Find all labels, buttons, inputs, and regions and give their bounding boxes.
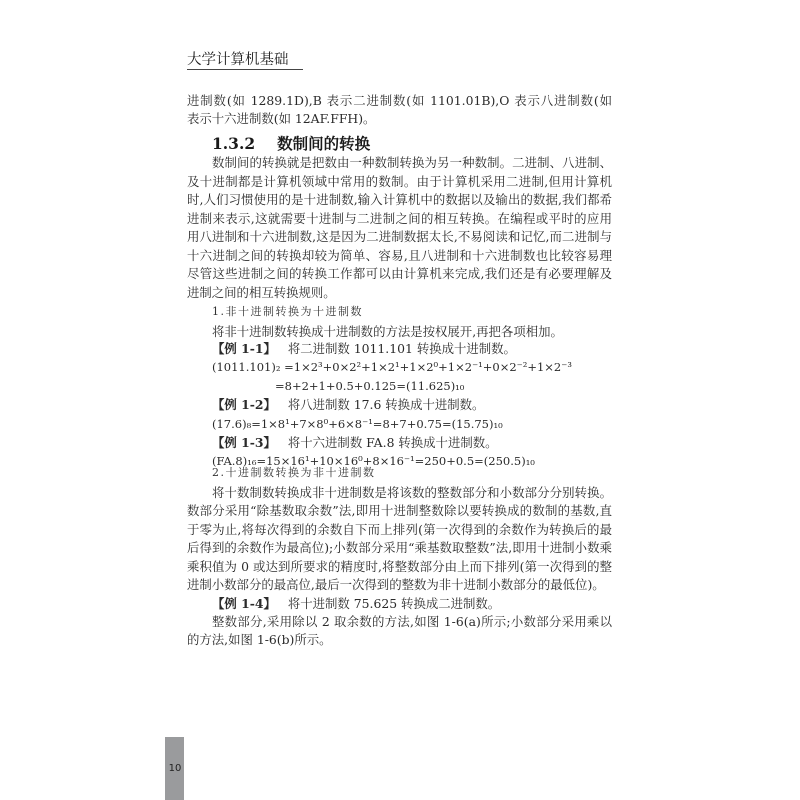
- para-line: 数部分采用“除基数取余数”法,即用十进制整数除以要转换成的数制的基数,直: [187, 503, 612, 518]
- para-line: 后得到的余数作为最高位);小数部分采用“乘基数取整数”法,即用十进制小数乘: [187, 540, 612, 555]
- example-label: 【例 1-1】: [212, 341, 276, 356]
- formula-line: (1011.101)₂ =1×2³+0×2²+1×2¹+1×2⁰+1×2⁻¹+0×2⁻²+1×2⁻³: [212, 360, 572, 374]
- para-line: 于零为止,将每次得到的余数自下而上排列(第一次得到的余数作为转换后的最: [187, 522, 612, 537]
- example-1-1: [212, 341, 612, 357]
- para-line: 乘积值为 0 或达到所要求的精度时,将整数部分由上而下排列(第一次得到的整: [187, 559, 612, 574]
- intro-line: 表示十六进制数(如 12AF.FFH)。: [187, 111, 376, 126]
- example-label: 【例 1-3】: [212, 435, 276, 450]
- formula-line: =8+2+1+0.5+0.125=(11.625)₁₀: [275, 379, 465, 393]
- para-line: 尽管这些进制之间的转换工作都可以由计算机来完成,我们还是有必要理解及: [187, 266, 612, 281]
- example-1-3: [212, 435, 612, 451]
- example-text: 将十六进制数 FA.8 转换成十进制数。: [287, 435, 498, 450]
- para-line: 十六进制之间的转换却较为简单、容易,且八进制和十六进制数也比较容易理: [187, 248, 612, 263]
- header-rule: [187, 69, 303, 70]
- formula-line: (17.6)₈=1×8¹+7×8⁰+6×8⁻¹=8+7+0.75=(15.75)₁₀: [212, 417, 503, 431]
- intro-line: 进制数(如 1289.1D),B 表示二进制数(如 1101.01B),O 表示八进制数(如: [187, 93, 612, 108]
- para-line: 整数部分,采用除以 2 取余数的方法,如图 1-6(a)所示;小数部分采用乘以: [212, 614, 612, 629]
- para-line: 及十进制都是计算机领域中常用的数制。由于计算机采用二进制,但用计算机: [187, 174, 612, 189]
- section-number: 1.3.2: [212, 134, 256, 153]
- example-1-2: [212, 397, 612, 413]
- subsection-heading: 1.非十进制转换为十进制数: [212, 305, 363, 318]
- para-line: 进制来表示,这就需要十进制与二进制之间的相互转换。在编程或平时的应用: [187, 211, 612, 226]
- section-heading: [212, 132, 370, 154]
- para-line: 进制小数部分的最高位,最后一次得到的整数为非十进制小数部分的最低位)。: [187, 577, 605, 592]
- para-line: 时,人们习惯使用的是十进制数,输入计算机中的数据以及输出的数据,我们都希: [187, 192, 612, 207]
- page-number: 10: [168, 763, 182, 774]
- para-line: 数制间的转换就是把数由一种数制转换为另一种数制。二进制、八进制、: [212, 155, 612, 170]
- example-1-4: [212, 596, 612, 612]
- example-text: 将十进制数 75.625 转换成二进制数。: [287, 596, 501, 611]
- example-label: 【例 1-4】: [212, 596, 276, 611]
- example-text: 将二进制数 1011.101 转换成十进制数。: [287, 341, 516, 356]
- example-label: 【例 1-2】: [212, 397, 276, 412]
- para-line: 的方法,如图 1-6(b)所示。: [187, 632, 332, 647]
- para-line: 进制之间的相互转换规则。: [187, 285, 336, 300]
- running-header: 大学计算机基础: [187, 52, 289, 68]
- subsection-heading: 2.十进制数转换为非十进制数: [212, 466, 376, 479]
- formula-line: (FA.8)₁₆=15×16¹+10×16⁰+8×16⁻¹=250+0.5=(250.5)₁₀: [212, 454, 535, 468]
- para-line: 用八进制和十六进制数,这是因为二进制数据太长,不易阅读和记忆,而二进制与: [187, 229, 612, 244]
- para-line: 将非十进制数转换成十进制数的方法是按权展开,再把各项相加。: [212, 324, 563, 339]
- para-line: 将十数制数转换成非十进制数是将该数的整数部分和小数部分分别转换。: [212, 485, 612, 500]
- section-title: 数制间的转换: [277, 134, 371, 153]
- example-text: 将八进制数 17.6 转换成十进制数。: [287, 397, 485, 412]
